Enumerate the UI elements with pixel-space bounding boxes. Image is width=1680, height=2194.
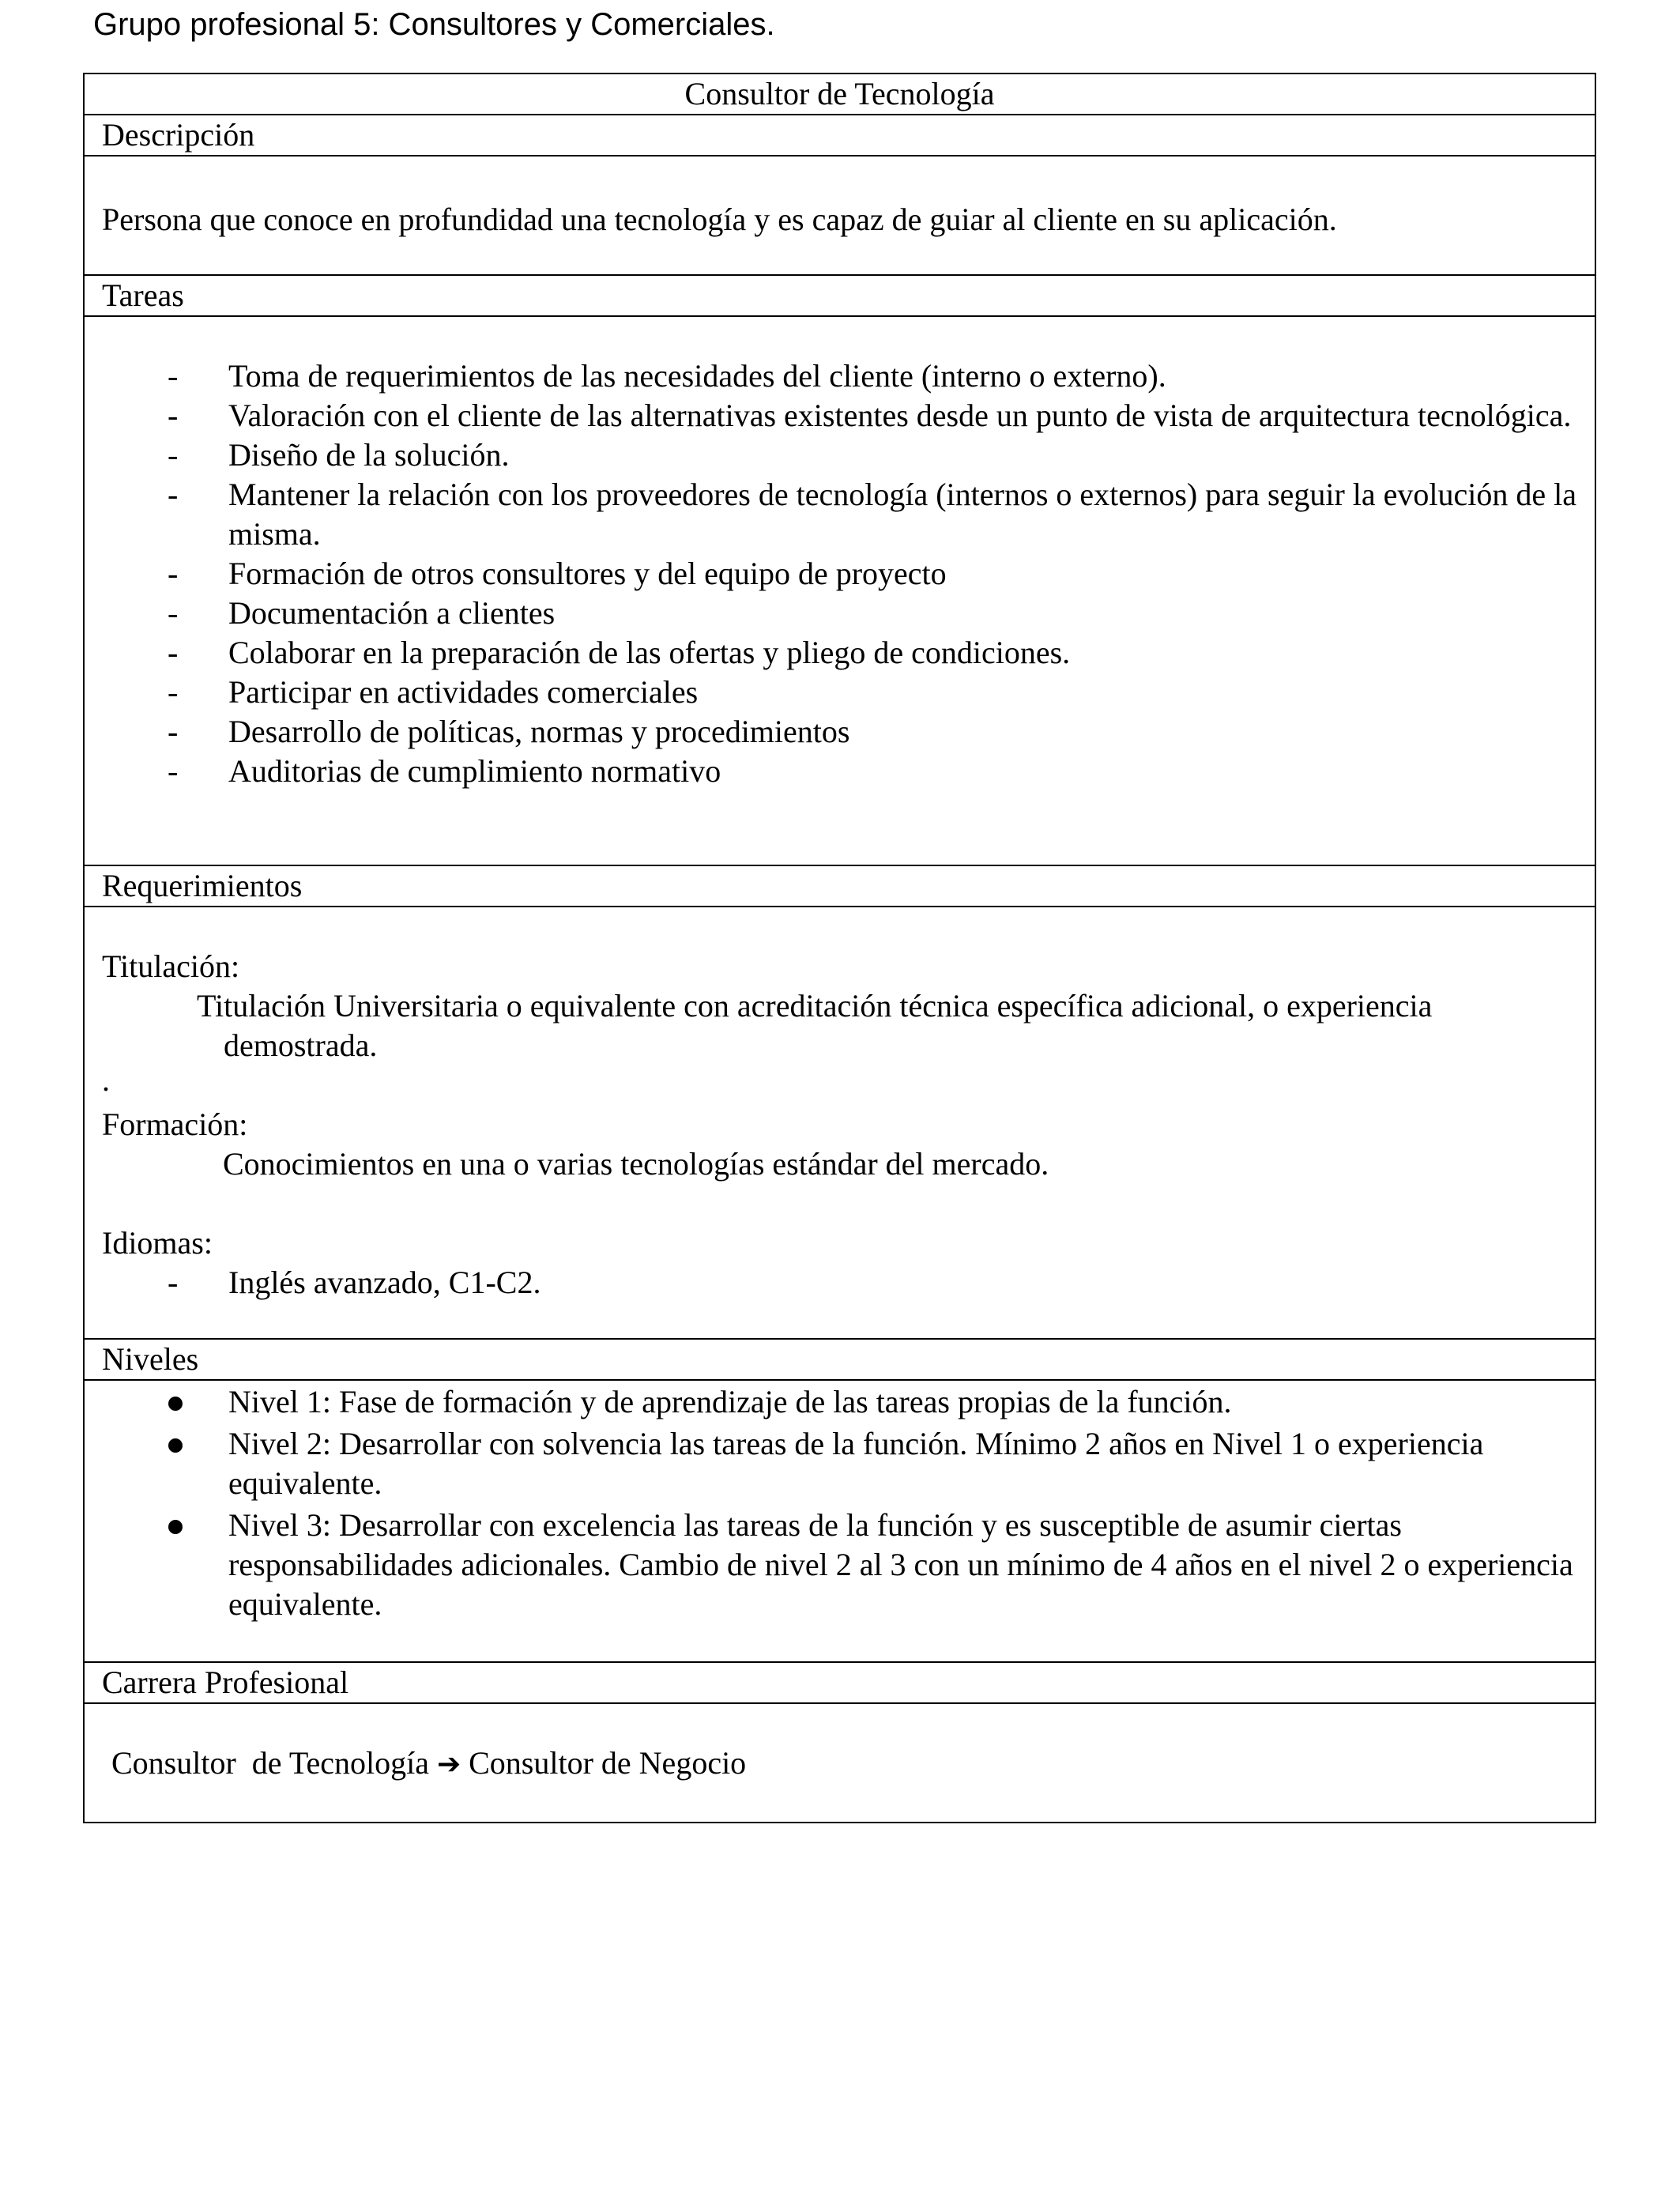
list-item-text: Auditorias de cumplimiento normativo: [228, 753, 721, 789]
section-label-descripcion: Descripción: [84, 115, 1595, 156]
list-item-text: Valoración con el cliente de las alternativas existentes desde un punto de vista de arquitectura tecnológica.: [228, 398, 1572, 433]
list-item: [102, 554, 1595, 594]
list-item-text: Participar en actividades comerciales: [228, 674, 699, 710]
section-body-carrera: [84, 1703, 1595, 1823]
dash-marker: -: [168, 437, 179, 473]
titulacion-text: [102, 986, 1595, 1065]
list-item: [102, 673, 1595, 712]
description-text: Persona que conoce en profundidad una tecnología y es capaz de guiar al cliente en su aplicación.: [102, 202, 1337, 237]
section-label-niveles: Niveles: [84, 1339, 1595, 1380]
requirements-block: [102, 907, 1595, 1302]
list-item-text: Desarrollo de políticas, normas y procedimientos: [228, 714, 850, 749]
list-item: [102, 752, 1595, 791]
arrow-right-icon: ➔: [436, 1748, 461, 1781]
list-item: [102, 396, 1595, 435]
career-from: Consultor de Tecnología: [111, 1745, 429, 1781]
section-body-requerimientos: [84, 907, 1595, 1339]
section-label-tareas: Tareas: [84, 275, 1595, 316]
list-item: [102, 356, 1595, 396]
list-item: [102, 1382, 1595, 1422]
page-title: Grupo profesional 5: Consultores y Comerciales.: [93, 7, 775, 42]
list-item-text: Documentación a clientes: [228, 595, 556, 631]
dash-marker: -: [168, 398, 179, 433]
dash-marker: -: [168, 635, 179, 670]
bullet-icon: [168, 1438, 183, 1453]
list-item: [102, 475, 1595, 554]
list-item-text: Nivel 1: Fase de formación y de aprendizaje de las tareas propias de la función.: [228, 1384, 1232, 1419]
list-item: [102, 1424, 1595, 1503]
list-item: [102, 1506, 1595, 1624]
formacion-label: Formación:: [102, 1106, 248, 1142]
list-item: [102, 1263, 1595, 1302]
list-item: [102, 594, 1595, 633]
role-title: Consultor de Tecnología: [84, 74, 1595, 115]
section-body-tareas: [84, 316, 1595, 865]
section-body-niveles: [84, 1380, 1595, 1662]
dash-marker: -: [168, 674, 179, 710]
section-label-carrera: Carrera Profesional: [84, 1662, 1595, 1703]
career-path: [111, 1744, 1595, 1785]
bullet-icon: [168, 1520, 183, 1534]
stray-period: .: [102, 1062, 110, 1098]
titulacion-line-2: demostrada.: [224, 1027, 378, 1063]
dash-marker: -: [168, 714, 179, 749]
list-item: [102, 435, 1595, 475]
formacion-text: Conocimientos en una o varias tecnologías estándar del mercado.: [223, 1146, 1049, 1182]
dash-marker: -: [168, 1265, 179, 1300]
list-item-text: Formación de otros consultores y del equipo de proyecto: [228, 556, 947, 591]
dash-marker: -: [168, 753, 179, 789]
list-item: [102, 712, 1595, 752]
dash-marker: -: [168, 595, 179, 631]
section-label-requerimientos: Requerimientos: [84, 865, 1595, 907]
list-item-text: Mantener la relación con los proveedores de tecnología (internos o externos) para seguir la evolución de la misma.: [228, 477, 1577, 552]
levels-list: [102, 1381, 1595, 1624]
bullet-icon: [168, 1397, 183, 1411]
list-item-text: Toma de requerimientos de las necesidades del cliente (interno o externo).: [228, 358, 1166, 394]
titulacion-label: Titulación:: [102, 948, 240, 984]
dash-marker: -: [168, 477, 179, 512]
section-body-descripcion: [84, 156, 1595, 275]
tasks-list: [102, 356, 1595, 791]
list-item-text: Diseño de la solución.: [228, 437, 510, 473]
list-item-text: Nivel 3: Desarrollar con excelencia las tareas de la función y es susceptible de asumir ciertas responsabilidades adicionales. Cambio de nivel 2 al 3 con un mínimo de 4 años en el nivel 2 o experiencia equivalente.: [228, 1507, 1573, 1622]
dash-marker: -: [168, 358, 179, 394]
idiomas-list: [102, 1263, 1595, 1302]
idiomas-label: Idiomas:: [102, 1225, 213, 1261]
career-to: Consultor de Negocio: [469, 1745, 747, 1781]
list-item: [102, 633, 1595, 673]
dash-marker: -: [168, 556, 179, 591]
titulacion-line-1: Titulación Universitaria o equivalente con acreditación técnica específica adicional, o experiencia: [197, 988, 1433, 1023]
list-item-text: Colaborar en la preparación de las ofertas y pliego de condiciones.: [228, 635, 1071, 670]
idiomas-text: Inglés avanzado, C1-C2.: [228, 1265, 541, 1300]
list-item-text: Nivel 2: Desarrollar con solvencia las tareas de la función. Mínimo 2 años en Nivel 1 o experiencia equivalente.: [228, 1426, 1484, 1501]
job-description-table: [83, 73, 1596, 1823]
